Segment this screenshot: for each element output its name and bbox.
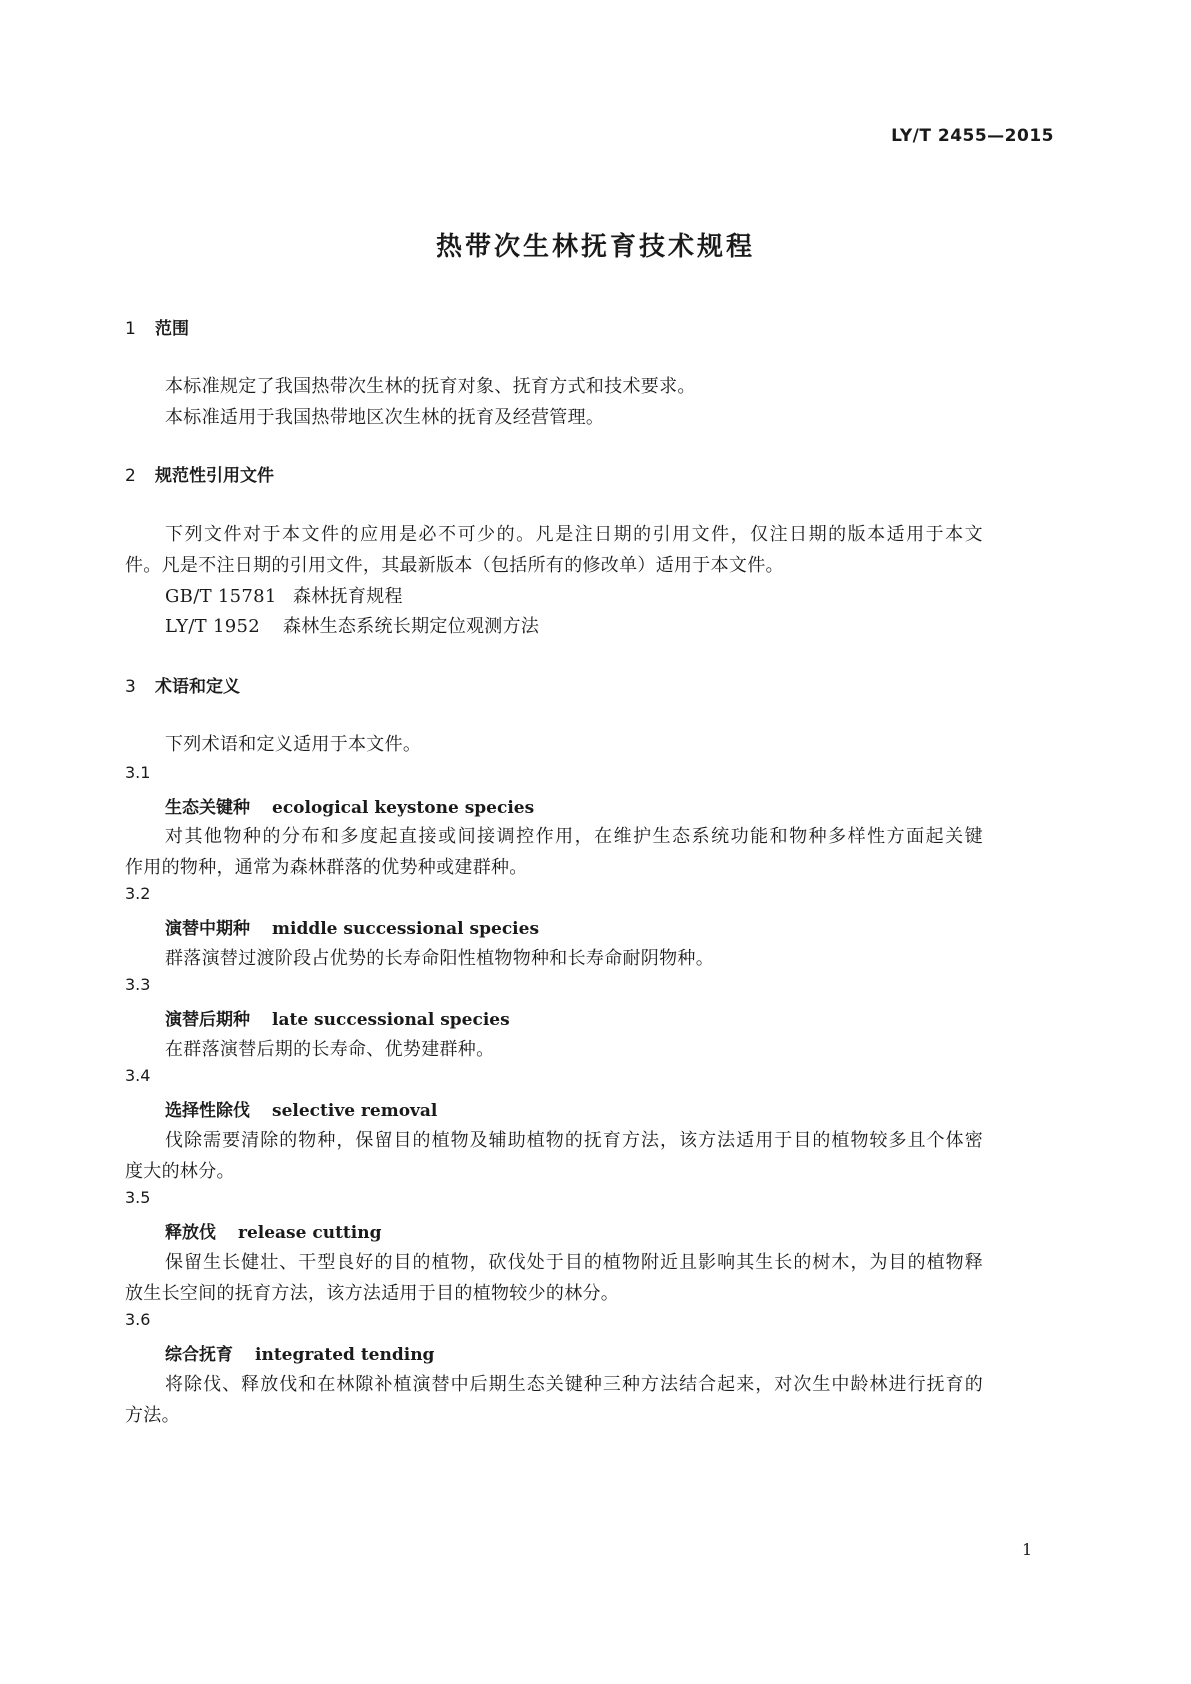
paragraph: 下列术语和定义适用于本文件。 (165, 734, 422, 755)
term-number: 3.4 (125, 1066, 151, 1085)
section-1-heading (125, 314, 189, 339)
paragraph: 本标准规定了我国热带次生林的抚育对象、抚育方式和技术要求。 (165, 376, 696, 397)
reference-title: 森林生态系统长期定位观测方法 (283, 616, 540, 637)
section-title: 术语和定义 (155, 677, 240, 697)
term-zh: 演替后期种 (165, 1010, 250, 1030)
reference-title: 森林抚育规程 (293, 586, 403, 607)
section-number: 1 (125, 319, 136, 339)
term-heading (165, 1005, 510, 1030)
document-title: 热带次生林抚育技术规程 (435, 232, 755, 262)
reference-item (165, 582, 403, 608)
paragraph-line: 下列文件对于本文件的应用是必不可少的。凡是注日期的引用文件，仅注日期的版本适用于本文 (165, 524, 983, 545)
term-zh: 综合抚育 (165, 1345, 233, 1365)
term-number: 3.1 (125, 763, 151, 782)
term-en: selective removal (272, 1101, 438, 1121)
page-number: 1 (1022, 1540, 1033, 1559)
term-heading (165, 1340, 434, 1365)
term-en: release cutting (238, 1223, 382, 1243)
term-definition-line: 作用的物种，通常为森林群落的优势种或建群种。 (125, 857, 528, 878)
term-number: 3.2 (125, 884, 151, 903)
term-zh: 演替中期种 (165, 919, 250, 939)
term-heading (165, 793, 534, 818)
term-zh: 选择性除伐 (165, 1101, 250, 1121)
term-en: ecological keystone species (272, 798, 535, 818)
term-definition-line: 保留生长健壮、干型良好的目的植物，砍伐处于目的植物附近且影响其生长的树木，为目的植物释 (165, 1252, 983, 1273)
paragraph: 本标准适用于我国热带地区次生林的抚育及经营管理。 (165, 407, 605, 428)
section-title: 范围 (155, 319, 189, 339)
term-en: middle successional species (272, 919, 540, 939)
reference-code: LY/T 1952 (165, 616, 260, 637)
term-number: 3.3 (125, 975, 151, 994)
term-definition-line: 将除伐、释放伐和在林隙补植演替中后期生态关键种三种方法结合起来，对次生中龄林进行抚育的 (165, 1374, 983, 1395)
term-definition-line: 在群落演替后期的长寿命、优势建群种。 (165, 1039, 495, 1060)
term-zh: 生态关键种 (165, 798, 250, 818)
paragraph-line: 件。凡是不注日期的引用文件，其最新版本（包括所有的修改单）适用于本文件。 (125, 555, 784, 576)
term-definition-line: 度大的林分。 (125, 1161, 235, 1182)
term-en: integrated tending (255, 1345, 435, 1365)
term-definition-line: 放生长空间的抚育方法，该方法适用于目的植物较少的林分。 (125, 1283, 620, 1304)
reference-code: GB/T 15781 (165, 586, 277, 607)
term-heading (165, 914, 539, 939)
standard-code: LY/T 2455—2015 (891, 126, 1054, 146)
term-number: 3.6 (125, 1310, 151, 1329)
term-heading (165, 1096, 437, 1121)
term-definition-line: 方法。 (125, 1405, 180, 1426)
reference-item (165, 612, 539, 638)
term-en: late successional species (272, 1010, 510, 1030)
term-number: 3.5 (125, 1188, 151, 1207)
term-zh: 释放伐 (165, 1223, 216, 1243)
term-heading (165, 1218, 382, 1243)
term-definition-line: 伐除需要清除的物种，保留目的植物及辅助植物的抚育方法，该方法适用于目的植物较多且个体密 (165, 1130, 983, 1151)
section-2-heading (125, 461, 274, 486)
section-title: 规范性引用文件 (155, 466, 274, 486)
section-number: 2 (125, 466, 136, 486)
section-number: 3 (125, 677, 136, 697)
term-definition-line: 群落演替过渡阶段占优势的长寿命阳性植物物种和长寿命耐阴物种。 (165, 948, 714, 969)
section-3-heading (125, 672, 240, 697)
term-definition-line: 对其他物种的分布和多度起直接或间接调控作用，在维护生态系统功能和物种多样性方面起关键 (165, 826, 983, 847)
